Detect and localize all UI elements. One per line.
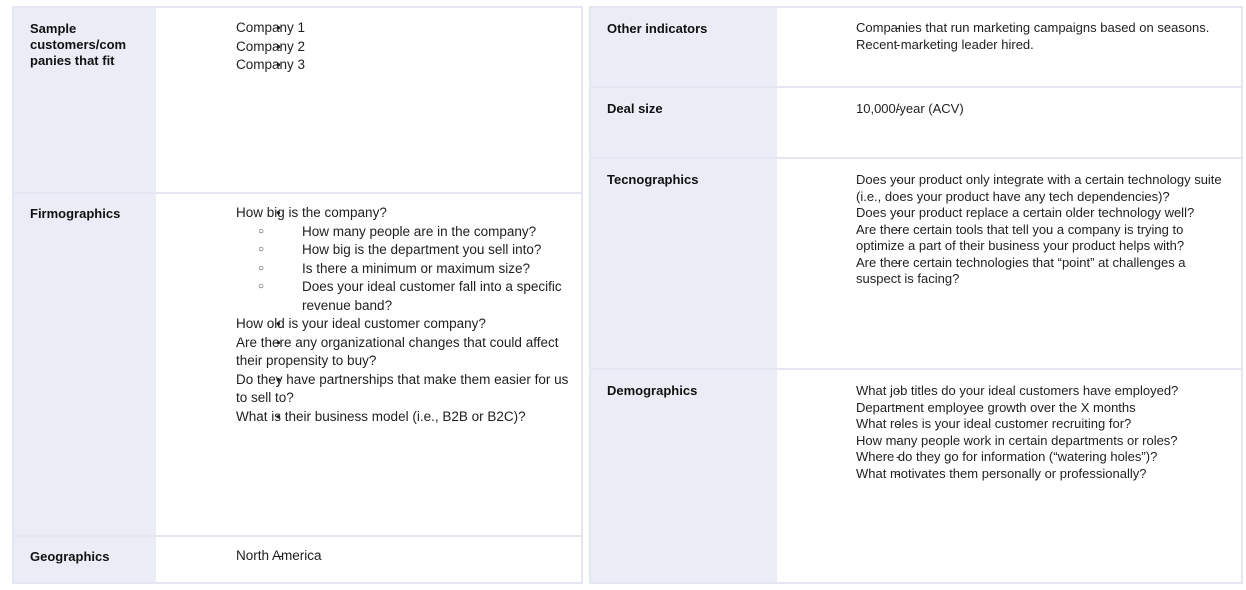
cell-deal-size xyxy=(777,88,1241,157)
list-item: - Where do they go for information (“watering holes”)? xyxy=(856,449,1229,466)
list-item: ● Company 3 xyxy=(236,56,581,75)
list-item: - Are there certain tools that tell you a company is trying to optimize a part of their business your product helps with? xyxy=(856,222,1229,255)
list-item: - Does your product replace a certain older technology well? xyxy=(856,205,1229,222)
sub-list-item: ○ How many people are in the company? xyxy=(302,223,569,242)
cell-sample-customers xyxy=(156,8,581,192)
list-item: - Department employee growth over the X months xyxy=(856,400,1229,417)
row-firmographics xyxy=(14,194,581,535)
label-firmographics: Firmographics xyxy=(14,194,156,535)
row-geographics xyxy=(14,537,581,582)
list-item: - 10,000/year (ACV) xyxy=(856,101,1229,118)
cell-firmographics xyxy=(156,194,581,535)
list-item: - What job titles do your ideal customers have employed? xyxy=(856,383,1229,400)
list-item: - North America xyxy=(236,547,581,566)
label-sample-customers: Sample customers/com panies that fit xyxy=(14,8,156,192)
firmographics-sublist xyxy=(236,223,569,316)
tecnographics-list xyxy=(777,172,1241,288)
sub-list-item: ○ Is there a minimum or maximum size? xyxy=(302,260,569,279)
demographics-list xyxy=(777,383,1241,482)
list-item: ● Company 1 xyxy=(236,19,581,38)
label-deal-size: Deal size xyxy=(591,88,777,157)
sub-list-item: ○ Does your ideal customer fall into a specific revenue band? xyxy=(302,278,569,315)
cell-geographics xyxy=(156,537,581,582)
row-demographics xyxy=(591,370,1241,582)
left-icp-table xyxy=(12,6,583,584)
row-deal-size xyxy=(591,88,1241,157)
list-item: - How many people work in certain departments or roles? xyxy=(856,433,1229,450)
cell-tecnographics xyxy=(777,159,1241,368)
cell-demographics xyxy=(777,370,1241,582)
list-item: ● Are there any organizational changes that could affect their propensity to buy? xyxy=(236,334,569,371)
list-item: - Does your product only integrate with a certain technology suite (i.e., does your product have any tech dependencies)? xyxy=(856,172,1229,205)
list-item: - Are there certain technologies that “point” at challenges a suspect is facing? xyxy=(856,255,1229,288)
deal-size-list xyxy=(777,101,1241,118)
row-sample-customers xyxy=(14,8,581,192)
list-item: ● How old is your ideal customer company? xyxy=(236,315,569,334)
list-item: - What roles is your ideal customer recruiting for? xyxy=(856,416,1229,433)
sample-customers-list xyxy=(156,19,581,75)
list-item xyxy=(236,204,569,315)
list-item: - Recent marketing leader hired. xyxy=(856,37,1229,54)
other-indicators-list xyxy=(777,20,1241,53)
list-item: - What motivates them personally or professionally? xyxy=(856,466,1229,483)
list-item-text: How big is the company? xyxy=(236,205,387,220)
firmographics-list xyxy=(156,204,581,426)
geographics-list xyxy=(156,547,581,566)
label-other-indicators: Other indicators xyxy=(591,8,777,86)
list-item: ● Company 2 xyxy=(236,38,581,57)
sub-list-item: ○ How big is the department you sell into? xyxy=(302,241,569,260)
label-demographics: Demographics xyxy=(591,370,777,582)
row-tecnographics xyxy=(591,159,1241,368)
list-item: ● Do they have partnerships that make them easier for us to sell to? xyxy=(236,371,569,408)
list-item: ● What is their business model (i.e., B2B or B2C)? xyxy=(236,408,569,427)
row-other-indicators xyxy=(591,8,1241,86)
right-icp-table xyxy=(589,6,1243,584)
list-item: - Companies that run marketing campaigns based on seasons. xyxy=(856,20,1229,37)
label-geographics: Geographics xyxy=(14,537,156,582)
label-tecnographics: Tecnographics xyxy=(591,159,777,368)
cell-other-indicators xyxy=(777,8,1241,86)
